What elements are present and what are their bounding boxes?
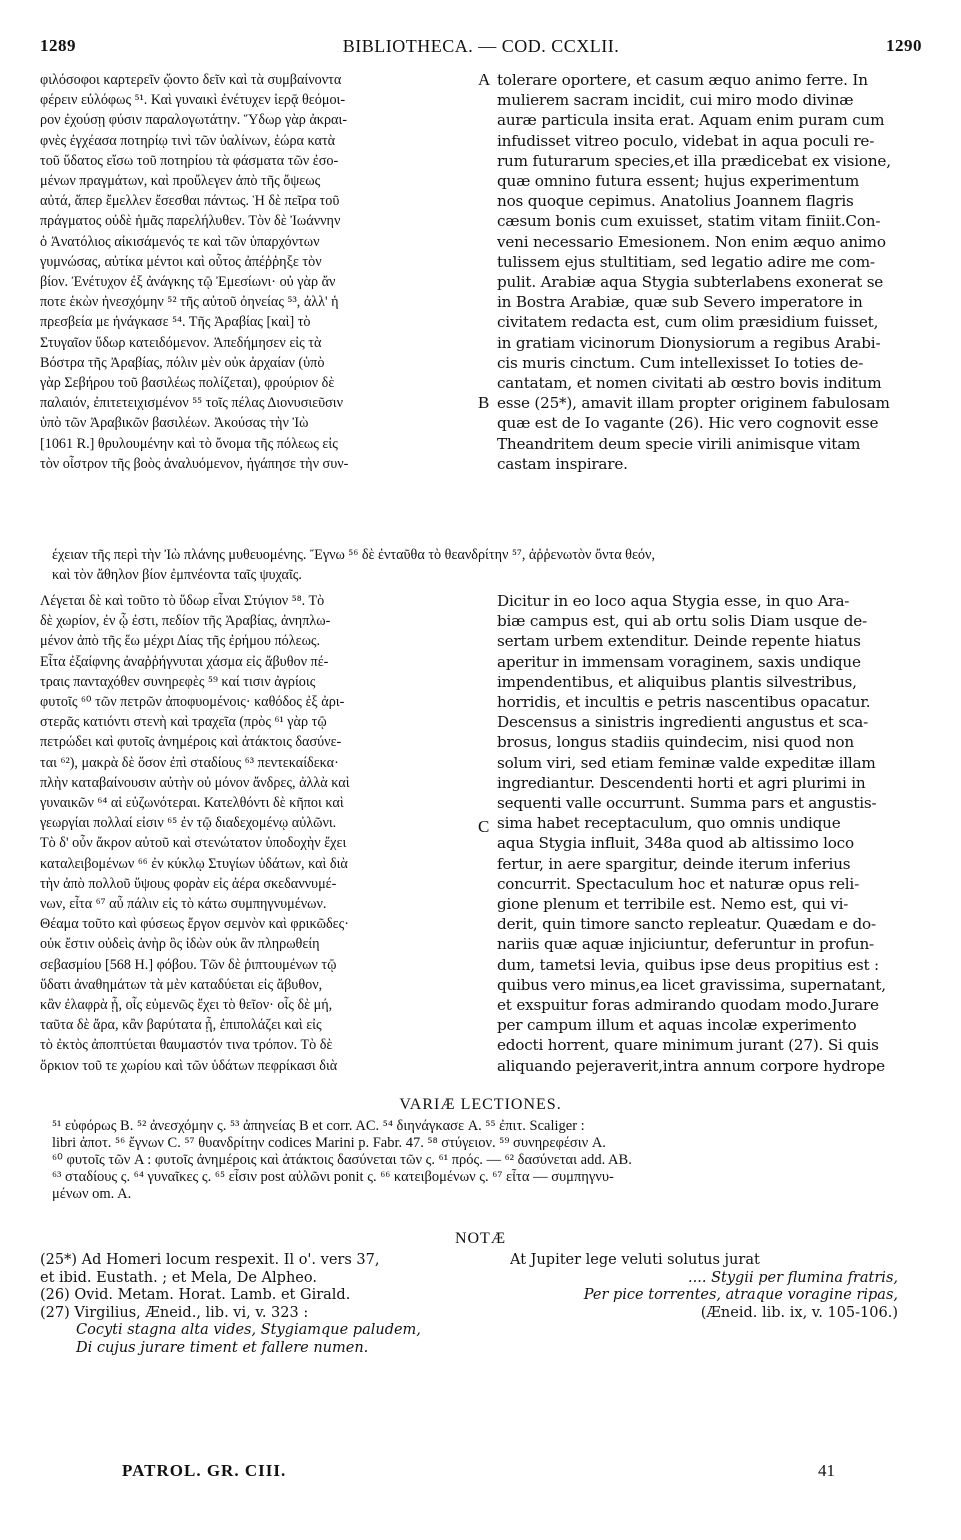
greek-text-line: τὸ ἐκτὸς ἀποπτύεται θαυμαστόν τινα τρόπον. Τὸ δὲ	[40, 1037, 333, 1054]
latin-text-line: edocti horrent, quare minimum jurant (27). Si quis	[497, 1036, 879, 1055]
greek-text-line: πλὴν καταβαίνουσιν αὐτὴν οὐ μόνον ἄνδρες, ἀλλὰ καὶ	[40, 774, 350, 791]
latin-column-top	[497, 70, 927, 474]
greek-text-line: ταῦτα δὲ ἄρα, κἂν βαρύτατα ᾖ, ἐπιπολάζει καὶ εἰς	[40, 1017, 322, 1034]
greek-text-line: φέρειν εὐλόφως ⁵¹. Καὶ γυναικὶ ἐνέτυχεν ἱερᾷ θεόμοι-	[40, 92, 346, 109]
greek-text-line: τὴν ἀπὸ πολλοῦ ὕψους φορὰν εἰς ἀέρα σκεδαννυμέ-	[40, 875, 337, 892]
variant-reading-line: ⁵¹ εὐφόρως B. ⁵² ἀνεσχόμην ς. ⁵³ ἀπηνείας B et corr. AC. ⁵⁴ διηνάγκασε A. ⁵⁵ ἐπιτ. Scaliger :	[52, 1118, 585, 1134]
greek-column-bottom	[40, 591, 474, 1076]
greek-text-line: γυμνώσας, αὐτίκα μέντοι καὶ οὗτος ἀπέῤῥηξε τὸν	[40, 253, 322, 270]
latin-text-line: sertam urbem extenditur. Deinde repente hiatus	[497, 632, 861, 651]
latin-text-line: infudisset vitreo poculo, videbat in aqua poculi re-	[497, 131, 875, 150]
latin-text-line: sima habet receptaculum, quo omnis undique	[497, 814, 841, 833]
latin-text-line: castam inspirare.	[497, 454, 628, 473]
greek-text-line: Στυγαῖον ὕδωρ κατειδόμενον. Ἀπεδήμησεν εἰς τὰ	[40, 334, 322, 351]
greek-text-line: φνὲς ἐγχέασα ποτηρίῳ τινὶ τῶν ὑαλίνων, ἑώρα κατὰ	[40, 132, 336, 149]
running-head	[40, 36, 922, 62]
greek-text-line: πετρώδει καὶ φυτοῖς ἀνημέροις καὶ ἀτάκτοις δασύνε-	[40, 734, 342, 751]
greek-text-line: βίον. Ἐνέτυχον ἐξ ἀνάγκης τῷ Ἐμεσίωνι· οὐ γὰρ ἄν	[40, 274, 336, 291]
latin-text-line: nariis quæ aquæ injiciuntur, deferuntur in profun-	[497, 935, 874, 954]
greek-text-line: ται ⁶²), μακρὰ δὲ ὅσον ἐπὶ σταδίους ⁶³ πεντεκαίδεκα·	[40, 754, 339, 771]
greek-text-line: τραις πανταχόθεν συνηρεφὲς ⁵⁹ καί τισιν ἀγρίοις	[40, 673, 316, 690]
greek-text-line: κἂν ἐλαφρὰ ᾖ, οἷς εὐμενῶς ἔχει τὸ θεῖον· οἷς δὲ μή,	[40, 997, 333, 1014]
greek-text-line: τοῦ ὕδατος εἴσω τοῦ ποτηρίου τὰ φάσματα τῶν ἐσο-	[40, 152, 339, 169]
latin-column-bottom	[497, 591, 927, 1076]
greek-text-line: τὸν οἶστρον τῆς βοὸς ἀναλυόμενον, ἠγάπησε τὴν συν-	[40, 455, 349, 472]
note-line: .... Stygii per flumina fratris,	[688, 1269, 898, 1286]
greek-text-line: ὑπὸ τῶν Ἀραβικῶν βασιλέων. Ἀκούσας τὴν Ἰὼ	[40, 415, 309, 432]
latin-text-line: Dicitur in eo loco aqua Stygia esse, in quo Ara-	[497, 592, 850, 610]
greek-text-line: πράγματος οὐδὲ ἡμᾶς παρελήλυθεν. Τὸν δὲ Ἰωάννην	[40, 213, 341, 230]
latin-text-line: quibus vero minus,ea licet gravissima, supernatant,	[497, 975, 886, 994]
latin-text-line: concurrit. Spectaculum hoc et naturæ opus reli-	[497, 874, 860, 893]
latin-text-line: quæ est de Io vagante (26). Hic vero cognovit esse	[497, 414, 879, 433]
variant-reading-line: ⁶⁰ φυτοῖς τῶν A : φυτοῖς ἀνημέροις καὶ ἀτάκτοις δασύνεται τῶν ς. ⁶¹ πρός. — ⁶² δασύνεται add. AB.	[52, 1152, 632, 1168]
latin-text-line: sequenti valle occurrunt. Summa pars et angustis-	[497, 794, 877, 813]
latin-text-line: pulit. Arabiæ aqua Stygia subterlabens exonerat se	[497, 273, 884, 292]
latin-text-line: quæ omnino futura essent; hujus experimentum	[497, 172, 860, 191]
variant-reading-line: μένων om. A.	[52, 1186, 132, 1202]
greek-full-line-1: έχειαν τῆς περὶ τὴν Ἰὼ πλάνης μυθευομένης. Ἔγνω ⁵⁶ δὲ ἐνταῦθα τὸ θεανδρίτην ⁵⁷, ἀῤῥενωτὸν ὄντα θεόν,	[52, 547, 655, 563]
latin-text-line: fertur, in aere spargitur, deinde iterum inferius	[497, 854, 851, 873]
page-number-right: 1290	[886, 36, 922, 55]
note-line: Di cujus jurare timent et fallere numen.	[76, 1339, 369, 1356]
variant-reading-line: ⁶³ σταδίους ς. ⁶⁴ γυναῖκες ς. ⁶⁵ εἶσιν post αὐλῶνι ponit ς. ⁶⁶ κατειβομένων ς. ⁶⁷ εἶτα — συμπηγνυ-	[52, 1169, 614, 1185]
greek-text-line: Τὸ δ' οὖν ἄκρον αὐτοῦ καὶ στενώτατον ὑποδοχὴν ἔχει	[40, 835, 347, 852]
latin-text-line: dum, tametsi levia, quibus ipse deus propitius est :	[497, 955, 879, 974]
variae-lectiones-body	[52, 1118, 924, 1203]
latin-text-line: nos quoque cepimus. Anatolius Joannem flagris	[497, 192, 854, 211]
greek-text-line: στερᾶς κατιόντι στενὴ καὶ τραχεῖα (πρὸς ⁶¹ γὰρ τῷ	[40, 714, 327, 731]
greek-text-line: ὁ Ἀνατόλιος αἰκισάμενός τε καὶ τῶν ὑπαρχόντων	[40, 233, 320, 250]
latin-text-line: biæ campus est, qui ab ortu solis Diam usque de-	[497, 612, 867, 631]
latin-text-line: rum futurarum species,et illa prædicebat ex visione,	[497, 151, 891, 170]
latin-text-line: et exspuitur foras admirando quodam modo.Jurare	[497, 996, 879, 1015]
greek-text-line: οὐκ ἔστιν οὐδεὶς ἀνὴρ ὃς ἰδὼν οὐκ ἂν πληρωθείη	[40, 936, 320, 953]
greek-text-line: μένον ἀπὸ τῆς ἕω μέχρι Δίας τῆς ἐρήμου πόλεως.	[40, 633, 321, 650]
note-line: et ibid. Eustath. ; et Mela, De Alpheo.	[40, 1269, 317, 1286]
page-title: BIBLIOTHECA. — COD. CCXLII.	[342, 36, 620, 56]
latin-text-line: ingrediantur. Descendenti horti et agri plurimi in	[497, 773, 866, 792]
latin-text-line: esse (25*), amavit illam propter originem fabulosam	[497, 394, 890, 413]
greek-text-line: ρον ἐχούσῃ φύσιν παραλογωτάτην. Ὕδωρ γὰρ ἀκραι-	[40, 112, 347, 129]
variant-reading-line: libri ἀποτ. ⁵⁶ ἔγνων C. ⁵⁷ θυανδρίτην codices Marini p. Fabr. 47. ⁵⁸ στύγειον. ⁵⁹ συνηρεφέσιν A.	[52, 1135, 606, 1151]
greek-text-line: Εἶτα ἐξαίφνης ἀναῤῥήγνυται χάσμα εἰς ἄβυθον πέ-	[40, 653, 329, 670]
greek-text-line: καταλειβομένων ⁶⁶ ἐν κύκλῳ Στυγίων ὑδάτων, καὶ διὰ	[40, 855, 348, 872]
variae-lectiones-heading: VARIÆ LECTIONES.	[399, 1096, 562, 1113]
latin-text-line: cis muris cinctum. Cum intellexisset Io toties de-	[497, 353, 864, 372]
footer-number: 41	[818, 1461, 835, 1480]
greek-text-line: Λέγεται δὲ καὶ τοῦτο τὸ ὕδωρ εἶναι Στύγιον ⁵⁸. Τὸ	[40, 593, 325, 609]
greek-text-line: γὰρ Σεβήρου τοῦ βασιλέως πολίζεται), φρούριον δὲ	[40, 375, 335, 392]
latin-text-line: derit, quin timore sancto repleatur. Quædam e do-	[497, 915, 876, 934]
latin-text-line: tolerare oportere, et casum æquo animo ferre. In	[497, 71, 868, 89]
latin-text-line: impendentibus, et aliquibus plantis silvestribus,	[497, 672, 857, 691]
latin-text-line: Theandritem deum specie virili animisque vitam	[497, 434, 861, 453]
section-marker-c: C	[478, 817, 490, 836]
latin-text-line: in Bostra Arabiæ, quæ sub Severo imperatore in	[497, 293, 863, 312]
greek-text-line: Θέαμα τοῦτο καὶ φύσεως ἔργον σεμνὸν καὶ φρικῶδες·	[40, 916, 349, 933]
latin-text-line: civitatem redacta est, cum olim præsidium fuisset,	[497, 313, 879, 332]
greek-text-line: παλαιόν, ἐπιτετειχισμένον ⁵⁵ τοῖς πέλας Διονυσιεῦσιν	[40, 395, 344, 412]
latin-text-line: solum viri, sed etiam feminæ valde expeditæ illam	[497, 753, 876, 772]
greek-text-line: αὐτά, ἅπερ ἔμελλεν ἔσεσθαι πάντως. Ἡ δὲ πεῖρα τοῦ	[40, 193, 340, 210]
section-marker-a: A	[478, 70, 491, 89]
note-line: (Æneid. lib. ix, v. 105-106.)	[700, 1304, 898, 1321]
page-number-left: 1289	[40, 36, 76, 55]
latin-text-line: gione plenum et terribile est. Nemo est, qui vi-	[497, 895, 849, 914]
latin-text-line: auræ particula insita erat. Aquam enim puram cum	[497, 111, 885, 130]
notae-heading: NOTÆ	[454, 1230, 507, 1247]
note-line: At Jupiter lege veluti solutus jurat	[510, 1252, 760, 1268]
greek-text-line: σεβασμίου [568 H.] φόβου. Τῶν δὲ ῥιπτουμένων τῷ	[40, 956, 337, 973]
greek-text-line: γεωργίαι πολλαί εἰσιν ⁶⁵ ἐν τῷ διαδεχομένῳ αὐλῶνι.	[40, 815, 337, 832]
latin-text-line: horridis, et incultis e petris nascentibus opacatur.	[497, 693, 871, 712]
latin-text-line: in gratiam vicinorum Dionysiorum a regibus Arabi-	[497, 333, 881, 352]
greek-text-line: φιλόσοφοι καρτερεῖν ᾤοντο δεῖν καὶ τὰ συμβαίνοντα	[40, 72, 342, 88]
latin-text-line: cæsum bonis cum exuisset, statim vitam finiit.Con-	[497, 212, 881, 231]
latin-text-line: brosus, longus stadiis quindecim, nisi quod non	[497, 733, 854, 752]
notae-right-column	[510, 1252, 898, 1322]
note-line: (27) Virgilius, Æneid., lib. vi, v. 323 :	[40, 1304, 309, 1321]
greek-text-line: [1061 R.] θρυλουμένην καὶ τὸ ὄνομα τῆς πόλεως εἰς	[40, 435, 338, 452]
greek-column-top	[40, 70, 474, 474]
note-line: (26) Ovid. Metam. Horat. Lamb. et Girald.	[40, 1287, 351, 1303]
greek-text-line: μένων πραγμάτων, καὶ προὔλεγεν ἀπὸ τῆς ὄψεως	[40, 173, 321, 190]
latin-text-line: Descensus a sinistris ingredienti angustus et sca-	[497, 713, 869, 732]
greek-text-line: ὕδατι ἀναθημάτων τὰ μὲν καταδύεται εἰς ἄβυθον,	[40, 976, 323, 993]
latin-text-line: tulissem ejus stultitiam, sed legatio adire me com-	[497, 252, 875, 271]
note-line: Cocyti stagna alta vides, Stygiamque paludem,	[76, 1322, 421, 1338]
footer-series: PATROL. GR. CIII.	[122, 1461, 287, 1480]
latin-text-line: aperitur in immensam voraginem, saxis undique	[497, 652, 861, 671]
greek-text-line: γυναικῶν ⁶⁴ αἱ εὐζωνότεραι. Κατελθόντι δὲ κῆποι καὶ	[40, 795, 344, 812]
greek-text-line: νων, εἶτα ⁶⁷ αὖ πάλιν εἰς τὸ κάτω συμπηγνυμένων.	[40, 896, 327, 913]
greek-text-line: ποτε ἑκὼν ἠνεσχόμην ⁵² τῆς αὐτοῦ ὀηνείας ⁵³, ἀλλ' ἡ	[40, 294, 339, 311]
latin-text-line: aliquando pejeraverit,intra annum corpore hydrope	[497, 1056, 885, 1075]
note-line: Per pice torrentes, atraque voragine ripas,	[583, 1287, 898, 1303]
section-marker-b: B	[478, 393, 490, 412]
latin-text-line: veni necessario Emesionem. Non enim æquo animo	[497, 232, 886, 251]
note-line: (25*) Ad Homeri locum respexit. Il o'. vers 37,	[40, 1252, 380, 1268]
greek-text-line: ὅρκιον τοῦ τε χωρίου καὶ τῶν ὑδάτων πεφρίκασι διὰ	[40, 1057, 338, 1074]
greek-full-line-2: καὶ τὸν ἄθηλον βίον ἐμπνέοντα ταῖς ψυχαῖς.	[52, 567, 302, 583]
latin-text-line: per campum illum et aquas incolæ experimento	[497, 1016, 857, 1035]
latin-text-line: cantatam, et nomen civitati ab œstro bovis inditum	[497, 374, 882, 393]
greek-text-line: πρεσβεία με ἠνάγκασε ⁵⁴. Τῆς Ἀραβίας [καὶ] τὸ	[40, 314, 311, 331]
greek-text-line: δὲ χωρίον, ἐν ᾧ ἐστι, πεδίον τῆς Ἀραβίας, ἀνηπλω-	[40, 613, 331, 630]
latin-text-line: mulierem sacram incidit, cui miro modo divinæ	[497, 91, 854, 110]
greek-text-line: φυτοῖς ⁶⁰ τῶν πετρῶν ἀποφυομένοις· καθόδος ἐξ ἀρι-	[40, 694, 345, 711]
latin-text-line: aqua Stygia influit, 348a quod ab altissimo loco	[497, 834, 854, 853]
greek-text-line: Βόστρα τῆς Ἀραβίας, πόλιν μὲν οὐκ ἀρχαίαν (ὑπὸ	[40, 354, 325, 371]
notae-left-column	[40, 1252, 480, 1357]
